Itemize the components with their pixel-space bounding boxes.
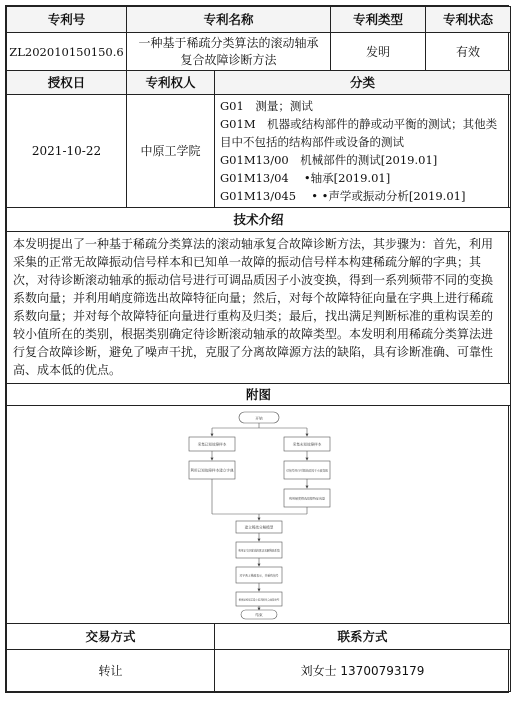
patent-type: 发明 [331, 33, 426, 71]
flow-text: 对字典上稀疏表示，并重构信号 [238, 573, 279, 577]
tech-intro-text: 本发明提出了一种基于稀疏分类算法的滚动轴承复合故障诊断方法，其步骤为：首先，利用采集的正常无故障振动信号样本和已知单一故障的振动信号样本构建稀疏分解的字典；其次，对待诊断滚动轴承的振动信号进行可调品质因子小波变换，得到一系列频带不同的变换系数向量；并利用峭度筛选出故障特征向量；然后，对每个故障特征向量在字典上进行稀疏系数向量；并对每个故障特征向量进行重构及归类；最后，找出满足判断标准的重构误差的较小值所在的类别，根据类别确定待诊断滚动轴承的故障类型。本发明利用稀疏分类算法进行复合故障诊断，避免了噪声干扰，克服了分离故障源方法的缺陷，具有诊断准确、可靠性高、成本低的优点。 [13, 237, 494, 377]
patent-number: ZL202010150150.6 [7, 33, 127, 71]
grant-date-header: 授权日 [7, 71, 127, 95]
classification-item: G01M 机器或结构部件的静或动平衡的测试；其他类目中不包括的结构部件或设备的测试 [220, 117, 498, 149]
classification-item: G01M13/00 机械部件的测试[2019.01] [220, 153, 438, 167]
patent-status: 有效 [426, 33, 511, 71]
classification-item: G01M13/04 •轴承[2019.01] [220, 171, 391, 185]
patent-table [6, 6, 511, 692]
patent-type-header: 专利类型 [331, 7, 426, 33]
figure-cell [7, 406, 511, 624]
classification-item: G01M13/045 • •声学或振动分析[2019.01] [220, 189, 466, 203]
flow-text: 利用已知故障样本建立字典 [189, 468, 234, 472]
patent-sheet [5, 5, 509, 693]
flow-text: 建立稀疏分解模型 [244, 525, 273, 529]
flowchart-figure [169, 409, 349, 621]
flow-text: 采集未知故障样本 [292, 442, 321, 446]
flow-text: 利用正交匹配追踪算法求解稀疏系数 [237, 549, 280, 552]
patent-status-header: 专利状态 [426, 7, 511, 33]
patent-owner: 中原工学院 [127, 95, 215, 208]
classification-list [215, 95, 511, 208]
classification-item: G01 测量；测试 [220, 99, 313, 113]
patent-name-header: 专利名称 [127, 7, 331, 33]
flow-text: 利用峭度筛选故障特征向量 [288, 496, 325, 500]
trade-method: 转让 [7, 650, 215, 692]
flow-text: 采集已知故障样本 [197, 442, 226, 446]
owner-header: 专利权人 [127, 71, 215, 95]
grant-date: 2021-10-22 [7, 95, 127, 208]
classification-header: 分类 [215, 71, 511, 95]
flow-text: 对信号进行可调品质因子小波变换 [285, 468, 328, 472]
figure-header: 附图 [7, 384, 511, 406]
flow-end-text: 结束 [254, 612, 263, 617]
tech-intro-header: 技术介绍 [7, 208, 511, 232]
patent-number-header: 专利号 [7, 7, 127, 33]
trade-method-header: 交易方式 [7, 624, 215, 650]
contact-header: 联系方式 [215, 624, 511, 650]
contact-info: 刘女士 13700793179 [215, 650, 511, 692]
flow-start-text: 开始 [254, 416, 263, 420]
tech-intro-body [7, 232, 511, 384]
patent-name: 一种基于稀疏分类算法的滚动轴承复合故障诊断方法 [127, 33, 331, 71]
flow-text: 根据重构误差最小值判断复合故障类型 [238, 598, 279, 601]
